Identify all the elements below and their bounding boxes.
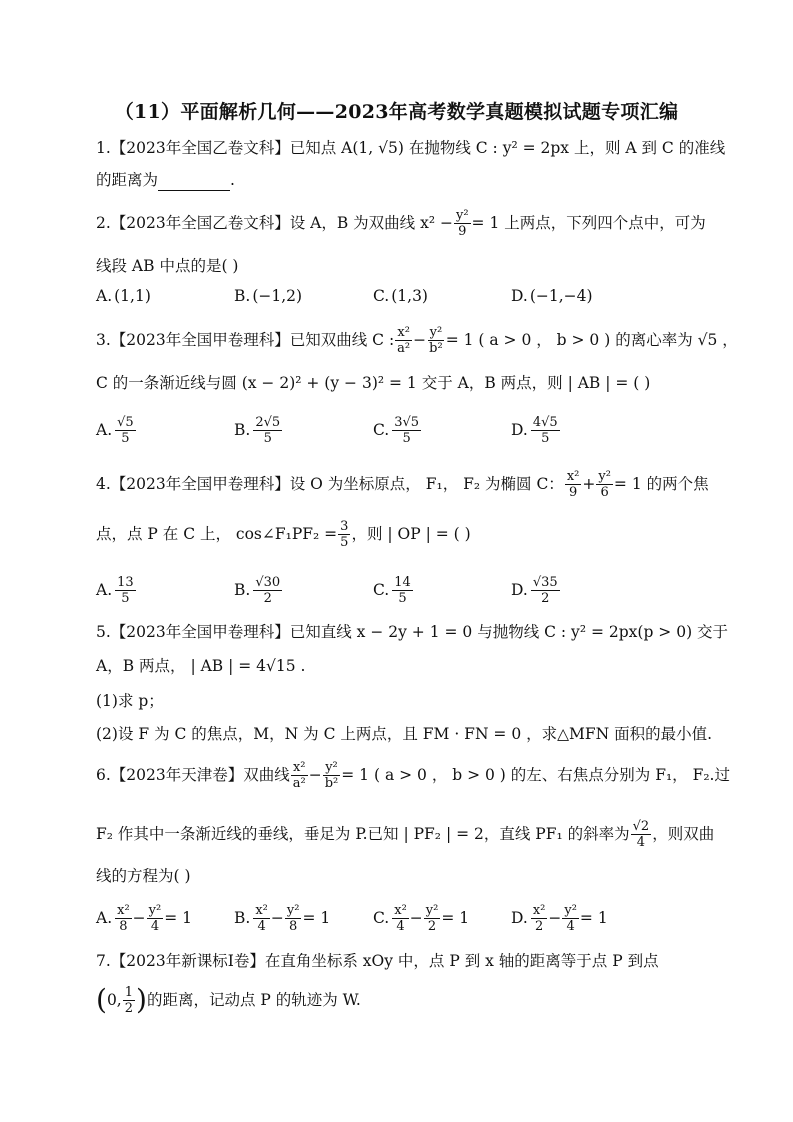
option-letter: A. — [96, 909, 113, 927]
question-7-text-b: 的距离，记动点 P 的轨迹为 W. — [146, 991, 361, 1009]
question-1-line-1: 1.【2023年全国乙卷文科】已知点 A(1, √5) 在抛物线 C : y² = 2px 上，则 A 到 C 的准线 — [96, 139, 726, 157]
question-1-text: 的距离为 — [96, 171, 159, 189]
question-4-line-2 — [96, 516, 701, 552]
fraction — [392, 575, 413, 606]
option-letter: C. — [373, 421, 390, 439]
question-6-line-1 — [96, 757, 730, 793]
option-b: B. $\frac{\text{x²}}{4}$ − $\frac{\text{y²}}{8}$ = 1 — [234, 902, 331, 934]
question-2-text-b: = 1 上两点，下列四个点中，可为 — [471, 214, 706, 232]
fraction-numerator: y² — [564, 902, 577, 918]
question-3-text-a: 3.【2023年全国甲卷理科】已知双曲线 C : — [96, 331, 395, 349]
option-text: (1,1) — [114, 287, 151, 305]
fraction-numerator: y² — [286, 902, 300, 918]
option-b — [234, 412, 283, 448]
option-letter: C. — [373, 581, 390, 599]
plus-sign: + — [582, 475, 596, 493]
option-letter: B. — [234, 287, 251, 305]
fraction-denominator: 8 — [289, 918, 298, 934]
fraction-denominator: 5 — [121, 430, 130, 446]
fraction-numerator: x² — [566, 468, 580, 484]
question-2-line-2: 线段 AB 中点的是( ) — [96, 257, 239, 275]
fraction-numerator: √2 — [632, 818, 650, 834]
fraction — [338, 519, 350, 550]
fraction-numerator: x² — [255, 902, 268, 918]
option-letter: D. — [511, 421, 528, 439]
minus-sign: − — [413, 331, 427, 349]
fraction — [565, 469, 582, 500]
option-a — [96, 572, 137, 608]
option-a — [96, 278, 151, 314]
fraction-numerator: x² — [397, 324, 410, 340]
fraction — [596, 469, 613, 500]
option-letter: A. — [96, 421, 113, 439]
fraction-denominator: a² — [397, 340, 411, 356]
fraction-denominator: 4 — [636, 834, 646, 850]
question-6-options — [96, 900, 701, 936]
option-letter: D. — [511, 581, 528, 599]
question-6-line-3: 线的方程为( ) — [96, 867, 191, 885]
fraction-denominator: 2 — [534, 918, 544, 934]
fraction-denominator: 5 — [340, 534, 349, 550]
option-d — [511, 572, 561, 608]
option-letter: C. — [373, 909, 390, 927]
question-4-options — [96, 572, 701, 608]
minus-sign: − — [308, 766, 322, 784]
page-title: （11）平面解析几何——2023年高考数学真题模拟试题专项汇编 — [114, 101, 679, 123]
left-paren: ( — [96, 983, 107, 1016]
fraction-numerator: y² — [148, 902, 162, 918]
fraction — [454, 208, 471, 239]
question-6-text-d: ，则双曲 — [652, 825, 715, 843]
right-paren: ) — [136, 983, 147, 1016]
question-6-line-2 — [96, 814, 715, 854]
fraction — [392, 903, 409, 934]
fraction — [531, 415, 560, 446]
option-text: (−1,−4) — [529, 287, 593, 305]
question-2-line-1 — [96, 205, 706, 241]
option-c — [373, 278, 428, 314]
question-3-line-1 — [96, 322, 738, 358]
fraction — [631, 819, 652, 850]
equation-rhs: = 1 — [302, 909, 331, 927]
question-5-line-1: 5.【2023年全国甲卷理科】已知直线 x − 2y + 1 = 0 与抛物线 C : y² = 2px(p > 0) 交于 — [96, 623, 729, 641]
fraction-numerator: y² — [598, 468, 611, 484]
fraction — [531, 575, 560, 606]
fraction-denominator: b² — [429, 340, 443, 356]
fraction-numerator: x² — [292, 759, 306, 775]
fraction-numerator: √30 — [255, 574, 281, 590]
fraction-numerator: √35 — [532, 574, 558, 590]
option-a: A. $\frac{\text{x²}}{8}$ − $\frac{\text{y²}}{4}$ = 1 — [96, 902, 193, 934]
option-text: (1,3) — [391, 287, 428, 305]
fraction-numerator: 4√5 — [532, 414, 558, 430]
fraction — [115, 575, 136, 606]
question-6-text-b: = 1 ( a > 0 ， b > 0 ) 的左、右焦点分别为 F₁， F₂.过 — [341, 766, 730, 784]
fraction-denominator: 2 — [124, 1000, 134, 1016]
fraction-denominator: 2 — [263, 590, 272, 606]
option-d: D. $\frac{\text{x²}}{2}$ − $\frac{\text{y²}}{4}$ = 1 — [511, 902, 608, 934]
point-x: 0, — [106, 991, 122, 1009]
option-letter: C. — [373, 287, 390, 305]
fraction-numerator: 2√5 — [255, 414, 281, 430]
question-3-text-b: = 1 ( a > 0 ， b > 0 ) 的离心率为 √5 ， — [445, 331, 738, 349]
fraction — [115, 903, 132, 934]
option-d — [511, 412, 561, 448]
fraction-denominator: a² — [292, 775, 306, 791]
option-c: C. $\frac{\text{x²}}{4}$ − $\frac{\text{y²}}{2}$ = 1 — [373, 902, 470, 934]
fraction-denominator: 4 — [396, 918, 405, 934]
fraction-denominator: 9 — [458, 223, 467, 239]
fraction — [323, 760, 341, 791]
question-3-options — [96, 412, 701, 448]
question-2-options — [96, 278, 701, 314]
fraction-numerator: x² — [532, 902, 546, 918]
fraction-numerator: 3 — [340, 518, 349, 534]
question-1-line-2: 的距离为 . — [96, 171, 235, 189]
fraction — [531, 903, 548, 934]
fraction — [115, 415, 136, 446]
question-6-text-c: F₂ 作其中一条渐近线的垂线，垂足为 P.已知 | PF₂ | = 2，直线 PF₁ 的斜率为 — [96, 825, 630, 843]
fraction-denominator: 9 — [568, 484, 578, 500]
fraction-numerator: 1 — [124, 984, 134, 1000]
fraction-denominator: 5 — [263, 430, 272, 446]
fraction-denominator: 6 — [600, 484, 609, 500]
fraction-denominator: 4 — [566, 918, 575, 934]
fraction — [395, 325, 412, 356]
fraction-numerator: y² — [325, 759, 338, 775]
fraction — [291, 760, 308, 791]
fraction — [424, 903, 441, 934]
question-4-line-1 — [96, 466, 709, 502]
fraction — [427, 325, 445, 356]
fraction-numerator: √5 — [117, 414, 134, 430]
option-letter: D. — [511, 909, 528, 927]
equation-rhs: = 1 — [441, 909, 470, 927]
fraction-numerator: y² — [429, 324, 443, 340]
option-c — [373, 412, 422, 448]
fraction-numerator: y² — [455, 207, 469, 223]
option-text: (−1,2) — [252, 287, 303, 305]
fraction-denominator: b² — [324, 775, 339, 791]
fraction — [285, 903, 302, 934]
fraction-numerator: 13 — [117, 574, 134, 590]
question-5-line-2: A，B 两点， | AB | = 4√15 . — [96, 657, 306, 675]
question-6-text-a: 6.【2023年天津卷】双曲线 — [96, 766, 290, 784]
fraction-denominator: 4 — [257, 918, 266, 934]
fraction-denominator: 5 — [398, 590, 407, 606]
option-b — [234, 278, 302, 314]
fraction — [123, 985, 135, 1016]
fraction-denominator: 2 — [541, 590, 550, 606]
fraction — [147, 903, 164, 934]
option-letter: A. — [96, 287, 113, 305]
option-letter: B. — [234, 909, 251, 927]
fraction-numerator: 3√5 — [394, 414, 420, 430]
equation-rhs: = 1 — [164, 909, 193, 927]
fraction — [253, 575, 282, 606]
option-a — [96, 412, 137, 448]
fraction-denominator: 8 — [119, 918, 128, 934]
fraction — [253, 415, 282, 446]
question-7-line-2 — [96, 978, 701, 1022]
fraction-numerator: y² — [425, 902, 439, 918]
fraction-numerator: x² — [394, 902, 407, 918]
option-letter: B. — [234, 581, 251, 599]
question-5-line-3: (1)求 p； — [96, 692, 164, 710]
option-letter: D. — [511, 287, 528, 305]
fraction — [562, 903, 579, 934]
fraction-denominator: 5 — [402, 430, 411, 446]
fraction — [253, 903, 270, 934]
question-3-line-2: C 的一条渐近线与圆 (x − 2)² + (y − 3)² = 1 交于 A，B 两点，则 | AB | = ( ) — [96, 374, 651, 392]
option-letter: B. — [234, 421, 251, 439]
question-4-text-b: = 1 的两个焦 — [613, 475, 709, 493]
question-4-text-d: ，则 | OP | = ( ) — [351, 525, 471, 543]
question-2-text-a: 2.【2023年全国乙卷文科】设 A，B 为双曲线 x² − — [96, 214, 453, 232]
question-4-text-c: 点，点 P 在 C 上， cos∠F₁PF₂ = — [96, 525, 338, 543]
fraction-denominator: 2 — [427, 918, 437, 934]
question-4-text-a: 4.【2023年全国甲卷理科】设 O 为坐标原点， F₁， F₂ 为椭圆 C： — [96, 475, 564, 493]
fraction-numerator: 14 — [394, 574, 411, 590]
option-letter: A. — [96, 581, 113, 599]
fraction-denominator: 5 — [541, 430, 550, 446]
fraction-numerator: x² — [117, 902, 130, 918]
question-5-line-4: (2)设 F 为 C 的焦点，M，N 为 C 上两点，且 FM · FN = 0 ，求△MFN 面积的最小值. — [96, 725, 713, 743]
question-7-line-1: 7.【2023年新课标Ⅰ卷】在直角坐标系 xOy 中，点 P 到 x 轴的距离等于点 P 到点 — [96, 952, 659, 970]
option-d — [511, 278, 593, 314]
fraction-denominator: 4 — [150, 918, 160, 934]
equation-rhs: = 1 — [579, 909, 608, 927]
fraction-denominator: 5 — [121, 590, 130, 606]
option-b — [234, 572, 283, 608]
fraction — [392, 415, 421, 446]
answer-blank — [158, 174, 230, 191]
option-c — [373, 572, 414, 608]
